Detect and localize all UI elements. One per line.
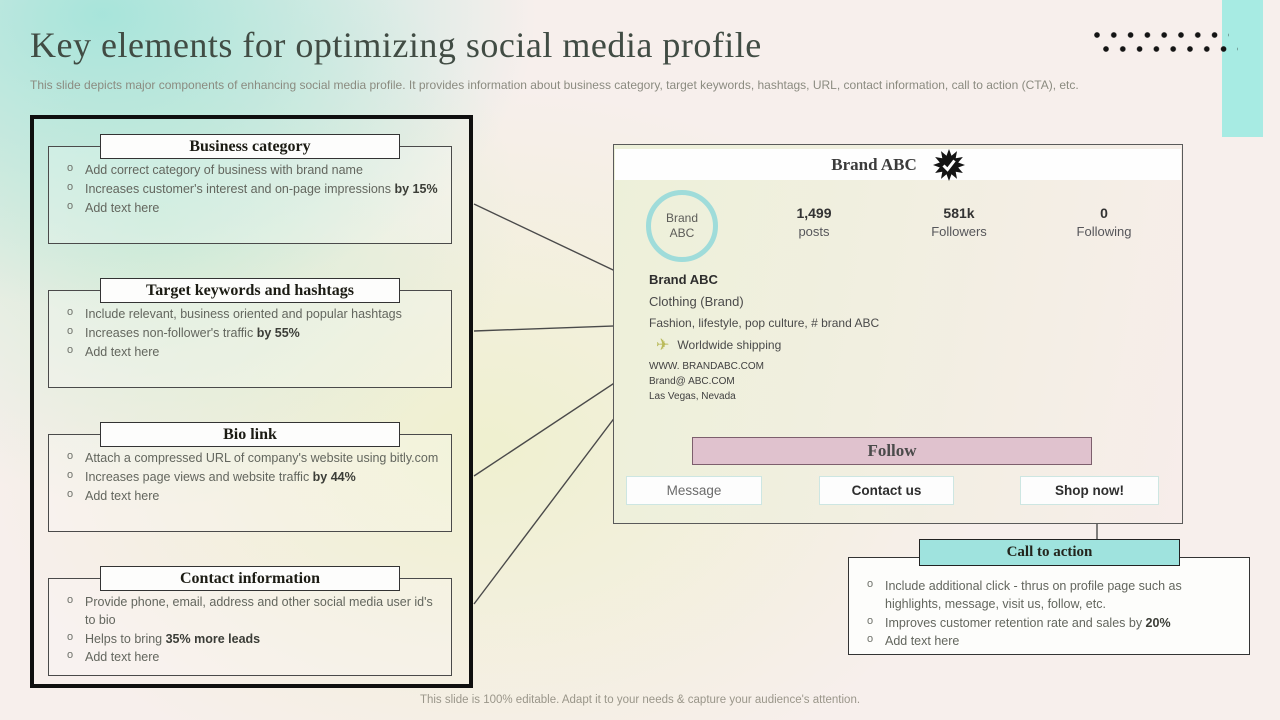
- bullet-marker: o: [67, 180, 74, 193]
- feature-box-business-category: [48, 138, 452, 244]
- stat-posts: [754, 205, 874, 239]
- bullet-marker: o: [67, 343, 74, 356]
- dots-decoration-row: [1094, 32, 1229, 38]
- footer-note: This slide is 100% editable. Adapt it to your needs & capture your audience's attention.: [419, 694, 861, 706]
- bullet-item: o Add text here: [867, 633, 960, 649]
- feature-box-title: Target keywords and hashtags: [100, 278, 400, 303]
- bullet-item: o Include additional click - thrus on profile page such as highlights, message, visit us, follow, etc.: [867, 578, 1182, 611]
- bullet-item: o Add text here: [67, 343, 160, 359]
- bullet-item: o Improves customer retention rate and sales by 20%: [867, 614, 1171, 630]
- bullet-marker: o: [67, 487, 74, 500]
- bullet-list: [849, 558, 1249, 656]
- feature-box-target-keywords: [48, 282, 452, 388]
- bio-shipping-label: Worldwide shipping: [677, 338, 782, 352]
- bio-keywords: Fashion, lifestyle, pop culture, # brand ABC: [649, 316, 880, 330]
- bullet-marker: o: [867, 578, 874, 590]
- bullet-marker: o: [67, 649, 74, 662]
- feature-box-contact-information: [48, 570, 452, 676]
- bullet-marker: o: [67, 450, 74, 462]
- bullet-marker: o: [67, 306, 74, 318]
- bullet-item: o Add correct category of business with brand name: [67, 162, 363, 177]
- feature-box-title: Bio link: [100, 422, 400, 447]
- bullet-marker: o: [867, 633, 874, 646]
- bullet-list: [49, 579, 451, 672]
- bullet-marker: o: [67, 468, 74, 481]
- stat-following: [1044, 205, 1164, 239]
- follow-button[interactable]: Follow: [692, 437, 1092, 465]
- stat-label: Following: [1076, 224, 1132, 239]
- bullet-marker: o: [67, 199, 74, 212]
- page-title: Key elements for optimizing social media profile: [30, 25, 762, 65]
- bullet-marker: o: [67, 594, 74, 606]
- stat-value: 581k: [943, 205, 975, 221]
- bio-email[interactable]: Brand@ ABC.COM: [649, 376, 735, 387]
- bullet-item: o Increases non-follower's traffic by 55%: [67, 324, 300, 340]
- bullet-marker: o: [867, 614, 874, 627]
- avatar-text-line2: ABC: [669, 226, 695, 240]
- profile-card-header: [615, 149, 1181, 180]
- shop-now-button[interactable]: Shop now!: [1020, 476, 1159, 505]
- slide-subtitle: This slide depicts major components of enhancing social media profile. It provides information about business category, target keywords, hashtags, URL, contact information, call to action (CTA), etc.: [30, 78, 1079, 92]
- bullet-marker: o: [67, 324, 74, 337]
- call-to-action-box: [848, 557, 1250, 655]
- bullet-item: o Increases page views and website traffic by 44%: [67, 468, 356, 484]
- stat-label: posts: [798, 224, 830, 239]
- bullet-item: o Increases customer's interest and on-page impressions by 15%: [67, 180, 438, 196]
- dots-decoration-row: [1103, 46, 1238, 52]
- bullet-item: o Add text here: [67, 487, 160, 503]
- stat-value: 1,499: [796, 205, 832, 221]
- avatar: [646, 190, 718, 262]
- profile-card: [613, 144, 1183, 524]
- stat-followers: [899, 205, 1019, 239]
- bio-website-link[interactable]: WWW. BRANDABC.COM: [649, 361, 764, 372]
- bio-location: Las Vegas, Nevada: [649, 391, 736, 402]
- stat-label: Followers: [931, 224, 987, 239]
- message-button[interactable]: Message: [626, 476, 762, 505]
- avatar-text-line1: Brand: [665, 211, 699, 225]
- feature-box-bio-link: [48, 426, 452, 532]
- verified-badge-icon: [933, 149, 965, 181]
- bullet-item: o Helps to bring 35% more leads: [67, 630, 261, 646]
- bullet-item: o Add text here: [67, 199, 160, 215]
- bullet-item: o Attach a compressed URL of company's website using bitly.com: [67, 450, 439, 465]
- contact-us-button[interactable]: Contact us: [819, 476, 954, 505]
- call-to-action-title: Call to action: [919, 539, 1180, 566]
- feature-box-title: Contact information: [100, 566, 400, 591]
- stat-value: 0: [1100, 205, 1108, 221]
- brand-title: Brand ABC: [831, 154, 917, 174]
- bio-brand-name: Brand ABC: [649, 272, 718, 287]
- bullet-item: o Include relevant, business oriented and popular hashtags: [67, 306, 402, 321]
- teal-accent-bar: [1222, 0, 1263, 137]
- bullet-item: o Add text here: [67, 649, 160, 665]
- feature-box-title: Business category: [100, 134, 400, 159]
- bullet-marker: o: [67, 162, 74, 174]
- bio-shipping: [656, 335, 781, 355]
- airplane-icon: ✈: [656, 337, 670, 354]
- bio-category: Clothing (Brand): [649, 294, 744, 309]
- bullet-item: o Provide phone, email, address and other social media user id's to bio: [67, 594, 433, 627]
- bullet-marker: o: [67, 630, 74, 643]
